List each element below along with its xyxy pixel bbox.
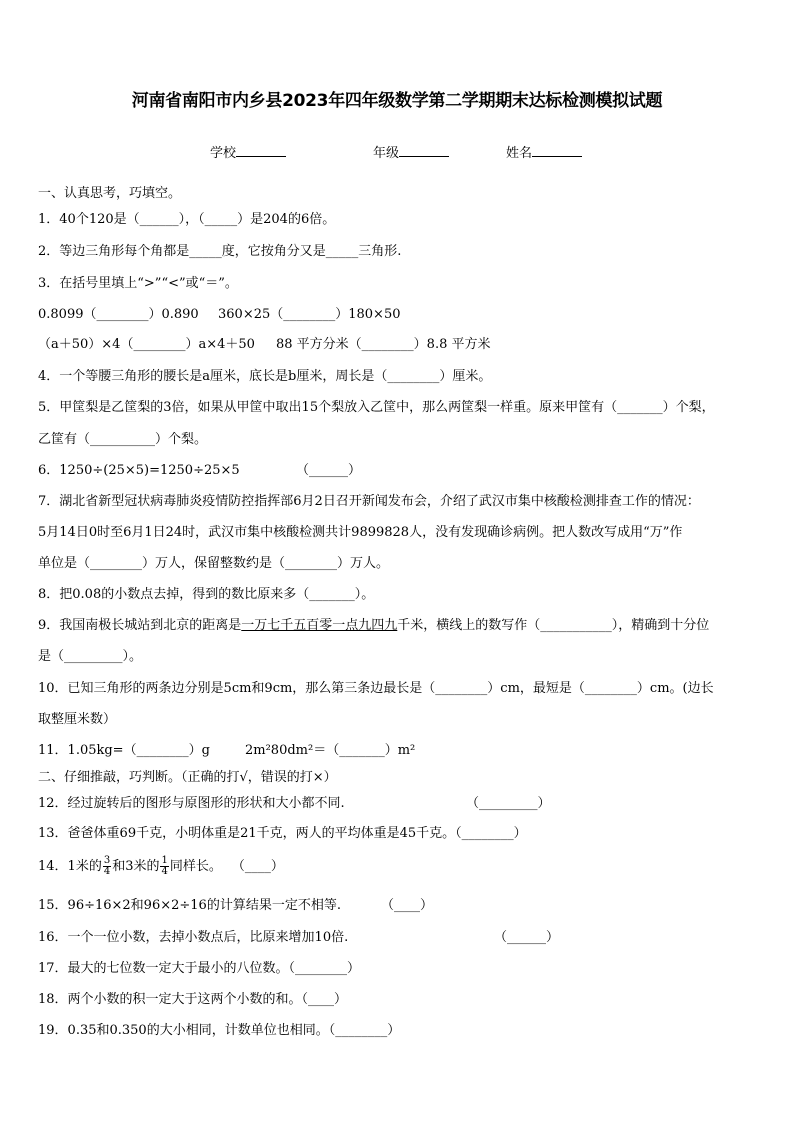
question-9-line-1: [38, 614, 709, 633]
question-6: 6．1250÷(25×5)=1250÷25×5: [38, 463, 240, 478]
question-3: 3．在括号里填上“>”“<”或“＝”。: [38, 276, 238, 291]
school-label: 学校: [210, 146, 237, 161]
question-16-blank: （______）: [494, 930, 560, 945]
question-7-line-3: 单位是（________）万人，保留整数约是（________）万人。: [38, 556, 390, 571]
question-7-line-2: 5月14日0时至6月1日24时，武汉市集中核酸检测共计9899828人，没有发现确诊病例。把人数改写成用“万”作: [38, 525, 683, 540]
question-14-blank: （____）: [231, 859, 284, 874]
section-1-heading: 一、认真思考，巧填空。: [38, 186, 182, 201]
fraction-3-4: [103, 856, 111, 877]
question-11-b: 2m²80dm²＝（_______）m²: [245, 743, 416, 758]
grade-blank: [399, 144, 449, 157]
question-14-text-post: 同样长。: [169, 859, 222, 874]
name-field: [506, 142, 582, 161]
question-5-line-1: 5．甲筐梨是乙筐梨的3倍，如果从甲筐中取出15个梨放入乙筐中，那么两筐梨一样重。原来甲筐有（_______）个梨，: [38, 400, 715, 415]
question-8: 8．把0.08的小数点去掉，得到的数比原来多（_______）。: [38, 587, 375, 602]
fraction-denominator: 4: [161, 866, 168, 877]
grade-label: 年级: [373, 146, 400, 161]
question-2: 2．等边三角形每个角都是_____度，它按角分又是_____三角形.: [38, 244, 402, 259]
section-2-heading: 二、仔细推敲，巧判断。（正确的打√，错误的打×）: [38, 770, 337, 785]
question-10-line-2: 取整厘米数）: [38, 712, 117, 727]
question-14: [38, 855, 284, 877]
question-5-line-2: 乙筐有（__________）个梨。: [38, 432, 208, 447]
question-14-text-pre: 14．1米的: [38, 859, 102, 874]
question-12: 12．经过旋转后的图形与原图形的形状和大小都不同.: [38, 796, 345, 811]
question-9-underlined-number: 一万七千五百零一点九四九: [241, 618, 398, 633]
question-9-text-pre: 9．我国南极长城站到北京的距离是: [38, 618, 242, 633]
name-blank: [532, 144, 582, 157]
question-9-line-2: 是（_________）。: [38, 649, 143, 664]
question-12-blank: （_________）: [466, 796, 551, 811]
question-13: 13．爸爸体重69千克，小明体重是21千克，两人的平均体重是45千克。（________）: [38, 826, 527, 841]
school-field: [210, 142, 286, 161]
name-label: 姓名: [506, 146, 533, 161]
school-blank: [236, 144, 286, 157]
fraction-numerator: 3: [103, 855, 111, 866]
question-1: 1．40个120是（______），（_____）是204的6倍。: [38, 212, 336, 227]
question-3-d: 88 平方分米（________）8.8 平方米: [276, 337, 491, 352]
question-17: 17．最大的七位数一定大于最小的八位数。（________）: [38, 961, 361, 976]
grade-field: [373, 142, 449, 161]
question-7-line-1: 7．湖北省新型冠状病毒肺炎疫情防控指挥部6月2日召开新闻发布会，介绍了武汉市集中核酸检测排查工作的情况：: [38, 494, 700, 509]
fraction-denominator: 4: [103, 866, 111, 877]
question-9-text-post: 千米，横线上的数写作（___________），精确到十分位: [397, 618, 710, 633]
question-3-a: 0.8099（________）0.890: [38, 307, 199, 322]
question-19: 19．0.35和0.350的大小相同，计数单位也相同。（________）: [38, 1023, 401, 1038]
question-10-line-1: 10．已知三角形的两条边分别是5cm和9cm，那么第三条边最长是（________）cm，最短是（________）cm。(边长: [38, 681, 714, 696]
question-14-text-mid: 和3米的: [112, 859, 160, 874]
question-11-a: 11．1.05kg=（________）g: [38, 743, 210, 758]
question-4: 4．一个等腰三角形的腰长是a厘米，底长是b厘米，周长是（________）厘米。: [38, 369, 492, 384]
question-15: 15．96÷16×2和96×2÷16的计算结果一定不相等.: [38, 898, 341, 913]
question-3-b: 360×25（________）180×50: [218, 307, 401, 322]
question-18: 18．两个小数的积一定大于这两个小数的和。（____）: [38, 992, 348, 1007]
question-6-blank: （______）: [296, 463, 362, 478]
fraction-numerator: 1: [161, 855, 168, 866]
question-16: 16．一个一位小数，去掉小数点后，比原来增加10倍.: [38, 930, 349, 945]
page-title: 河南省南阳市内乡县2023年四年级数学第二学期期末达标检测模拟试题: [131, 91, 663, 111]
question-15-blank: （____）: [381, 898, 434, 913]
question-3-c: （a＋50）×4（________）a×4＋50: [38, 337, 255, 352]
fraction-1-4: [160, 856, 168, 877]
